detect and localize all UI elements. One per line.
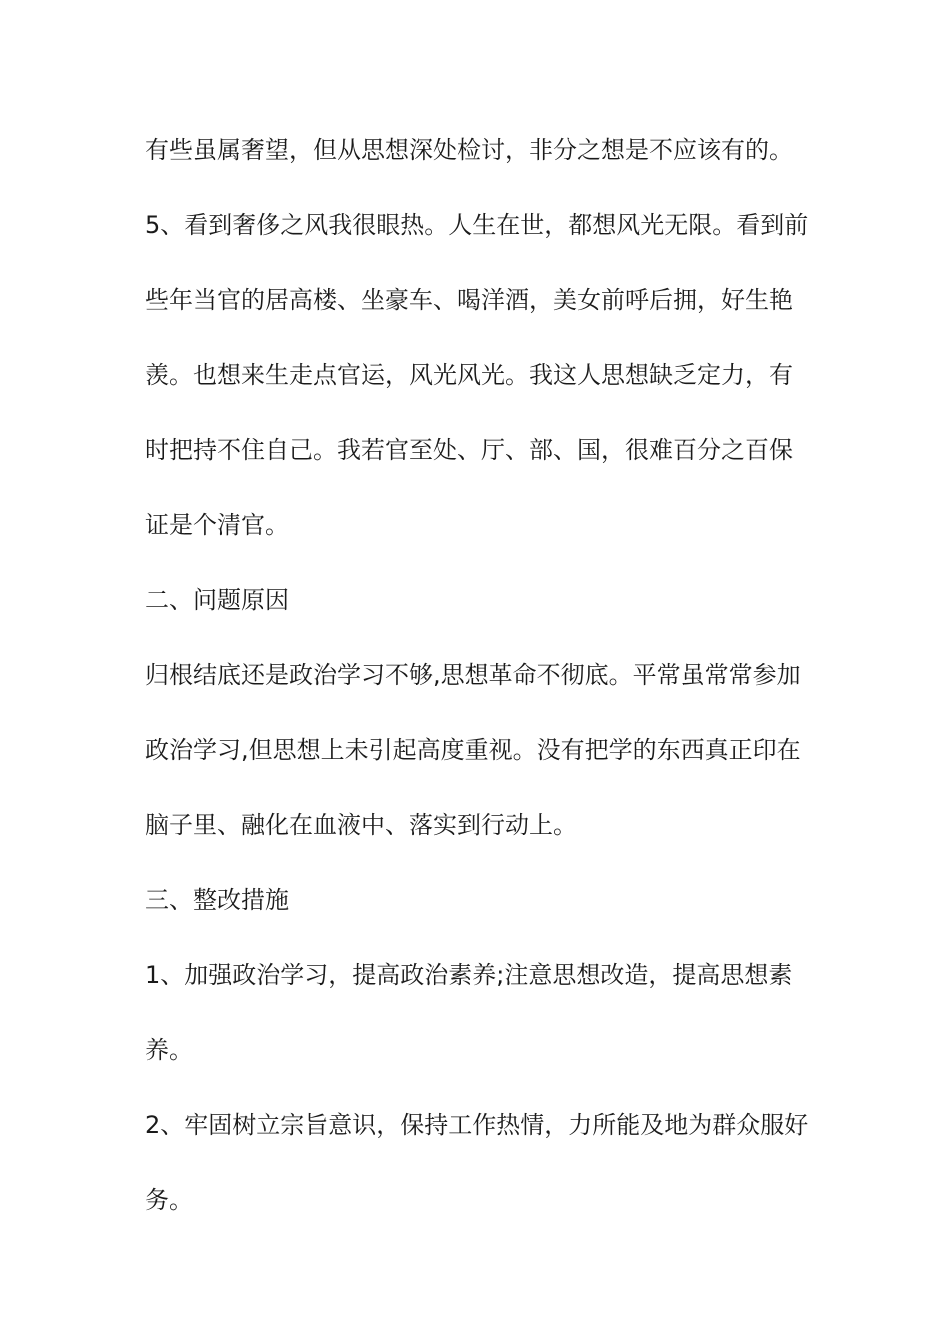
text-line: 务。 (145, 1186, 193, 1214)
section-heading-measures: 三、整改措施 (145, 886, 289, 914)
text-line: 羡。也想来生走点官运，风光风光。我这人思想缺乏定力，有 (145, 361, 793, 389)
text-line: 养。 (145, 1036, 193, 1064)
text-line: 时把持不住自己。我若官至处、厅、部、国，很难百分之百保 (145, 436, 793, 464)
text-line: 1、加强政治学习，提高政治素养;注意思想改造，提高思想素 (145, 961, 793, 989)
text-line: 政治学习,但思想上未引起高度重视。没有把学的东西真正印在 (145, 736, 801, 764)
text-line: 些年当官的居高楼、坐豪车、喝洋酒，美女前呼后拥，好生艳 (145, 286, 793, 314)
text-line: 有些虽属奢望，但从思想深处检讨，非分之想是不应该有的。 (145, 136, 793, 164)
text-line: 归根结底还是政治学习不够,思想革命不彻底。平常虽常常参加 (145, 661, 801, 689)
text-line: 2、牢固树立宗旨意识，保持工作热情，力所能及地为群众服好 (145, 1111, 809, 1139)
section-heading-causes: 二、问题原因 (145, 586, 289, 614)
text-line: 5、看到奢侈之风我很眼热。人生在世，都想风光无限。看到前 (145, 211, 809, 239)
text-line: 脑子里、融化在血液中、落实到行动上。 (145, 811, 577, 839)
text-line: 证是个清官。 (145, 511, 289, 539)
